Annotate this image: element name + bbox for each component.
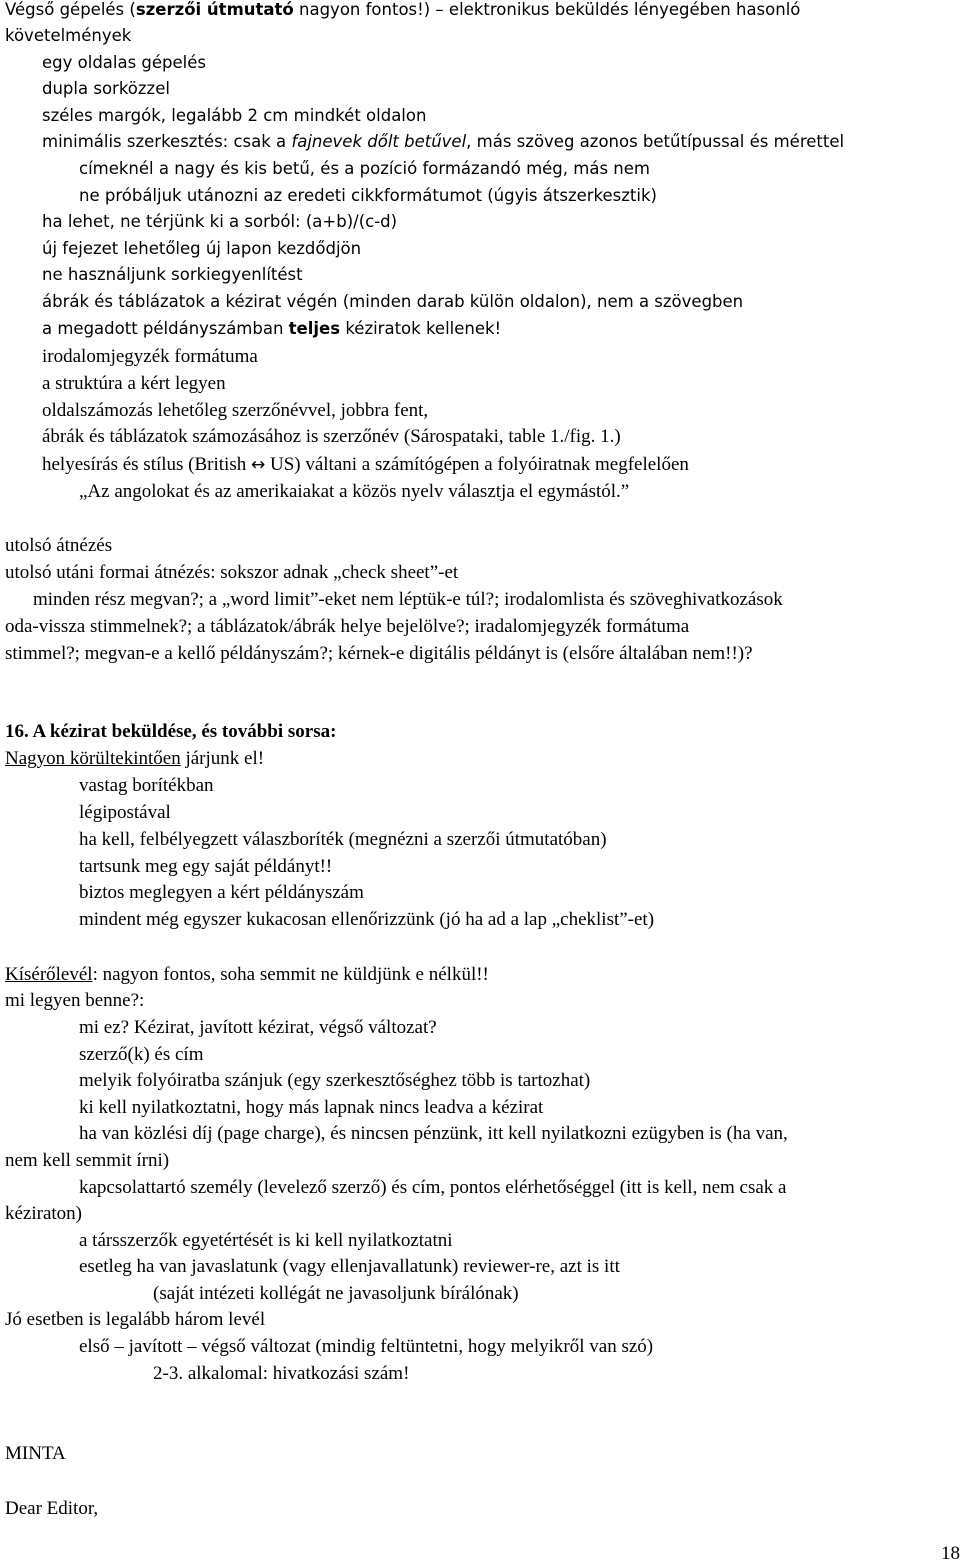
cover-letter-heading bbox=[5, 962, 489, 988]
list-item bbox=[42, 129, 844, 155]
list-item: biztos meglegyen a kért példányszám bbox=[79, 882, 364, 903]
list-item: vastag borítékban bbox=[79, 775, 214, 796]
text: helyesírás és stílus (British bbox=[42, 454, 251, 475]
list-item: légipostával bbox=[79, 802, 171, 823]
list-item-continued: nem kell semmit írni) bbox=[5, 1150, 170, 1171]
bold-text: teljes bbox=[288, 319, 341, 338]
list-item bbox=[42, 316, 501, 342]
list-item: ki kell nyilatkoztatni, hogy más lapnak nincs leadva a kézirat bbox=[79, 1097, 544, 1118]
underlined-text: Nagyon körültekintően bbox=[5, 748, 181, 769]
list-item: kapcsolattartó személy (levelező szerző) és cím, pontos elérhetőséggel (itt is kell, nem csak a bbox=[79, 1177, 787, 1198]
list-item: ne használjunk sorkiegyenlítést bbox=[42, 265, 303, 284]
sample-label: MINTA bbox=[5, 1443, 66, 1464]
intro-text-end: nagyon fontos!) – elektronikus beküldés lényegében hasonló bbox=[293, 0, 801, 19]
list-item: mi legyen benne?: bbox=[5, 990, 145, 1011]
left-right-arrow-icon: ↔ bbox=[250, 455, 266, 475]
intro-text: Végső gépelés ( bbox=[5, 0, 136, 19]
text: a megadott példányszámban bbox=[42, 319, 289, 338]
page-number: 18 bbox=[941, 1543, 960, 1564]
text: US) váltani a számítógépen a folyóiratnak megfelelően bbox=[265, 454, 689, 475]
paragraph-line: minden rész megvan?; a „word limit”-eket nem léptük-e túl?; irodalomlista és szöveghivatkozások bbox=[33, 589, 783, 610]
requirements-label: követelmények bbox=[5, 26, 132, 45]
list-item: mindent még egyszer kukacosan ellenőrizzünk (jó ha ad a lap „cheklist”-et) bbox=[79, 909, 655, 930]
salutation: Dear Editor, bbox=[5, 1498, 99, 1519]
list-item: melyik folyóiratba szánjuk (egy szerkesztőséghez több is tartozhat) bbox=[79, 1070, 591, 1091]
italic-text: fajnevek dőlt betűvel bbox=[291, 132, 467, 151]
list-item: ha kell, felbélyegzett válaszboríték (megnézni a szerzői útmutatóban) bbox=[79, 829, 607, 850]
list-item: ha lehet, ne térjünk ki a sorból: (a+b)/(c-d) bbox=[42, 212, 398, 231]
text: kéziratok kellenek! bbox=[340, 319, 502, 338]
list-item: ábrák és táblázatok a kézirat végén (minden darab külön oldalon), nem a szövegben bbox=[42, 292, 744, 311]
list-item: egy oldalas gépelés bbox=[42, 53, 207, 72]
list-item: széles margók, legalább 2 cm mindkét oldalon bbox=[42, 106, 427, 125]
list-item: ha van közlési díj (page charge), és nincsen pénzünk, itt kell nyilatkozni ezügyben is (ha van, bbox=[79, 1123, 788, 1144]
list-item: szerző(k) és cím bbox=[79, 1044, 204, 1065]
text: : nagyon fontos, soha semmit ne küldjünk e nélkül!! bbox=[92, 964, 489, 985]
list-item bbox=[42, 452, 689, 478]
list-item: mi ez? Kézirat, javított kézirat, végső változat? bbox=[79, 1017, 437, 1038]
list-item: a társszerzők egyetértését is ki kell nyilatkoztatni bbox=[79, 1230, 453, 1251]
underlined-text: Kísérőlevél bbox=[5, 964, 93, 985]
paragraph-line: stimmel?; megvan-e a kellő példányszám?; kérnek-e digitális példányt is (elsőre általában nem!!)? bbox=[5, 643, 753, 664]
text: , más szöveg azonos betűtípussal és mérettel bbox=[466, 132, 845, 151]
list-item: ábrák és táblázatok számozásához is szerzőnév (Sárospataki, table 1./fig. 1.) bbox=[42, 426, 621, 447]
list-item: esetleg ha van javaslatunk (vagy ellenjavallatunk) reviewer-re, azt is itt bbox=[79, 1256, 620, 1277]
section-heading: 16. A kézirat beküldése, és további sorsa: bbox=[5, 721, 337, 742]
list-item: új fejezet lehetőleg új lapon kezdődjön bbox=[42, 239, 362, 258]
list-item: dupla sorközzel bbox=[42, 79, 170, 98]
list-item: 2-3. alkalomal: hivatkozási szám! bbox=[153, 1363, 410, 1384]
list-item: címeknél a nagy és kis betű, és a pozíció formázandó még, más nem bbox=[79, 159, 650, 178]
paragraph-line: oda-vissza stimmelnek?; a táblázatok/ábrák helye bejelölve?; iradalomjegyzék formátuma bbox=[5, 616, 690, 637]
list-item-continued: kéziraton) bbox=[5, 1203, 83, 1224]
list-item: utolsó átnézés bbox=[5, 535, 113, 556]
intro-bold: szerzői útmutató bbox=[135, 0, 294, 19]
list-item: első – javított – végső változat (mindig feltüntetni, hogy melyikről van szó) bbox=[79, 1336, 654, 1357]
text: járjunk el! bbox=[180, 748, 265, 769]
list-item: oldalszámozás lehetőleg szerzőnévvel, jobbra fent, bbox=[42, 400, 429, 421]
list-item: ne próbáljuk utánozni az eredeti cikkformátumot (úgyis átszerkesztik) bbox=[79, 186, 657, 205]
list-item: (saját intézeti kollégát ne javasoljunk bírálónak) bbox=[153, 1283, 519, 1304]
intro-line bbox=[5, 0, 800, 23]
list-item: irodalomjegyzék formátuma bbox=[42, 346, 258, 367]
section-intro bbox=[5, 746, 264, 772]
quote: „Az angolokat és az amerikaiakat a közös nyelv választja el egymástól.” bbox=[79, 481, 630, 502]
list-item: tartsunk meg egy saját példányt!! bbox=[79, 856, 333, 877]
list-item: Jó esetben is legalább három levél bbox=[5, 1309, 266, 1330]
list-item: a struktúra a kért legyen bbox=[42, 373, 226, 394]
list-item: utolsó utáni formai átnézés: sokszor adnak „check sheet”-et bbox=[5, 562, 459, 583]
text: minimális szerkesztés: csak a bbox=[42, 132, 292, 151]
